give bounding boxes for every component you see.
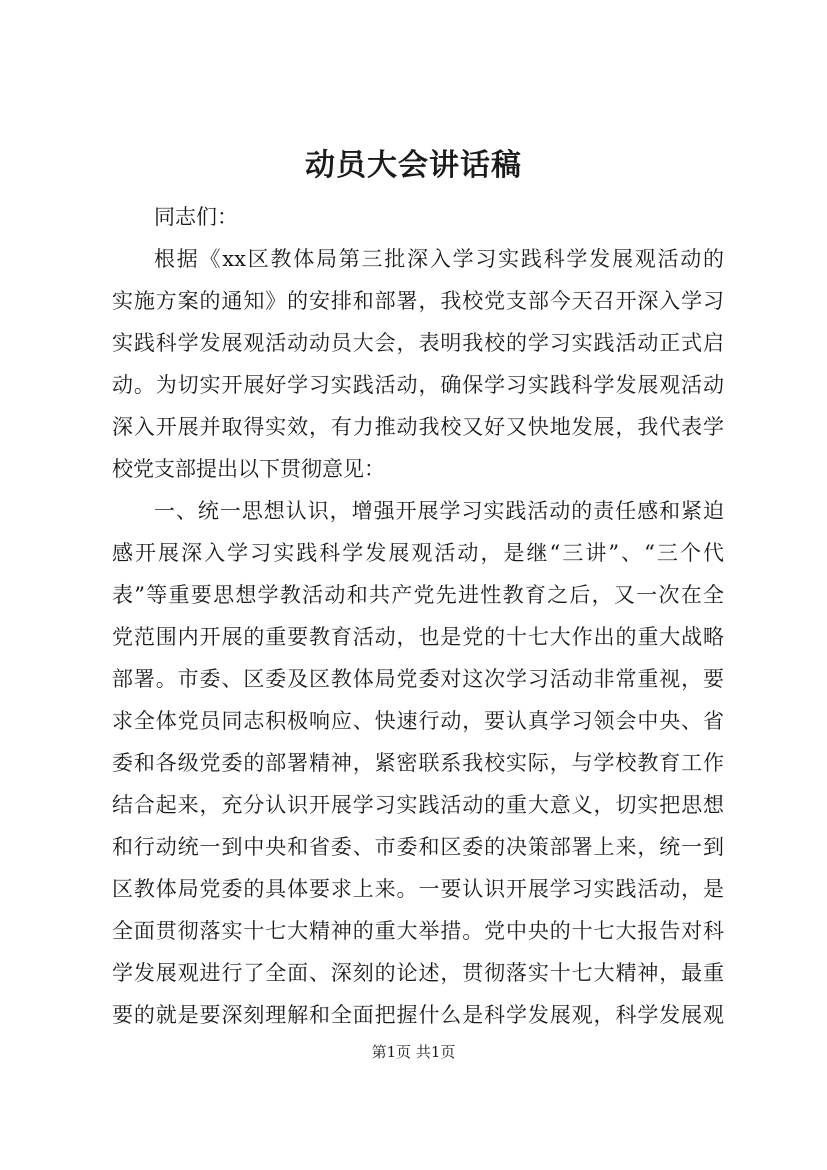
document-body [112, 196, 724, 1036]
body-line: 部署。市委、区委及区教体局党委对这次学习活动非常重视，要 [112, 667, 724, 691]
body-line: 委和各级党委的部署精神，紧密联系我校实际，与学校教育工作 [112, 751, 724, 775]
body-line: 要的就是要深刻理解和全面把握什么是科学发展观，科学发展观 [112, 1003, 724, 1027]
body-line: 和行动统一到中央和省委、市委和区委的决策部署上来，统一到 [112, 835, 724, 859]
body-line: 区教体局党委的具体要求上来。一要认识开展学习实践活动，是 [112, 877, 724, 901]
body-line: 学发展观进行了全面、深刻的论述，贯彻落实十七大精神，最重 [112, 961, 724, 985]
body-line: 表”等重要思想学教活动和共产党先进性教育之后，又一次在全 [112, 583, 724, 607]
body-line: 实施方案的通知》的安排和部署，我校党支部今天召开深入学习 [112, 289, 724, 313]
body-line: 实践科学发展观活动动员大会，表明我校的学习实践活动正式启 [112, 331, 724, 355]
body-line: 深入开展并取得实效，有力推动我校又好又快地发展，我代表学 [112, 415, 724, 439]
body-line: 结合起来，充分认识开展学习实践活动的重大意义，切实把思想 [112, 793, 724, 817]
body-line: 校党支部提出以下贯彻意见： [112, 457, 385, 481]
body-line: 全面贯彻落实十七大精神的重大举措。党中央的十七大报告对科 [112, 919, 724, 943]
body-line: 同志们： [154, 205, 238, 229]
body-line: 一、统一思想认识，增强开展学习实践活动的责任感和紧迫 [154, 499, 724, 523]
body-line: 根据《xx区教体局第三批深入学习实践科学发展观活动的 [154, 247, 724, 271]
body-line: 求全体党员同志积极响应、快速行动，要认真学习领会中央、省 [112, 709, 724, 733]
page-footer: 第1页 共1页 [371, 1043, 456, 1061]
document-title: 动员大会讲话稿 [305, 148, 522, 183]
body-line: 党范围内开展的重要教育活动，也是党的十七大作出的重大战略 [112, 625, 724, 649]
body-line: 感开展深入学习实践科学发展观活动，是继“三讲”、“三个代 [112, 541, 724, 565]
body-line: 动。为切实开展好学习实践活动，确保学习实践科学发展观活动 [112, 373, 724, 397]
